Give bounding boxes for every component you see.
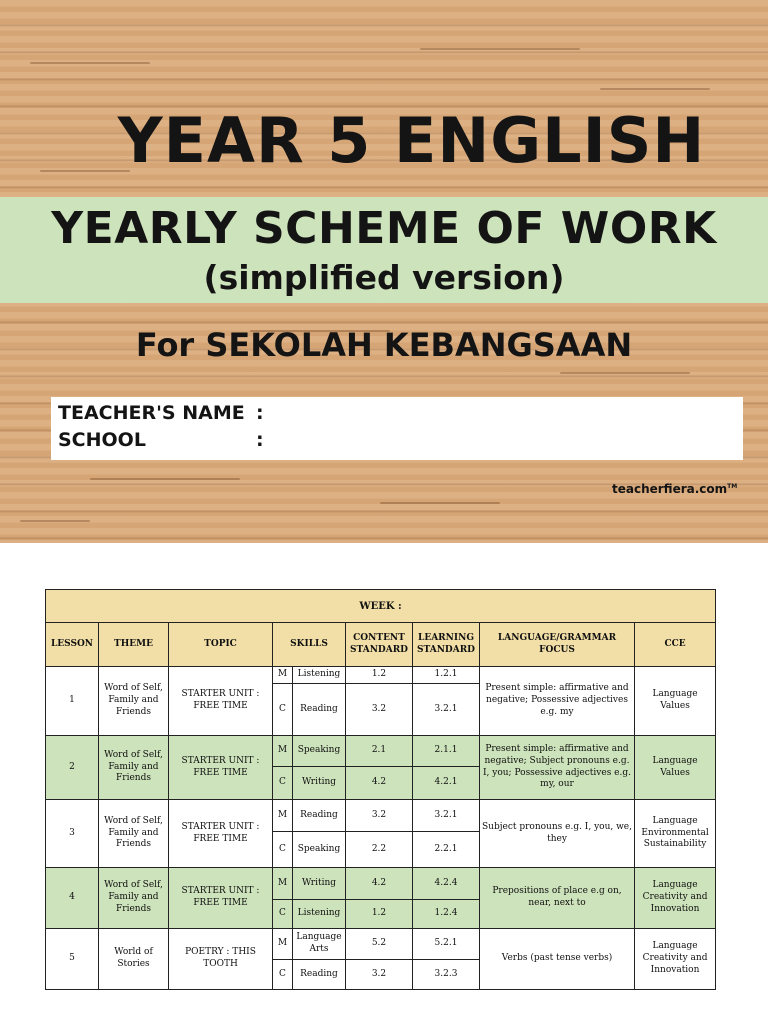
skill-mode: C: [273, 900, 293, 929]
lesson-topic: POETRY : THIS TOOTH: [169, 929, 273, 990]
learning-standard: 2.1.1: [413, 736, 480, 767]
lesson-topic: STARTER UNIT : FREE TIME: [169, 868, 273, 929]
lesson-theme: Word of Self, Family and Friends: [99, 868, 169, 929]
brand-trademark: TM: [727, 483, 738, 490]
lesson-theme: Word of Self, Family and Friends: [99, 800, 169, 868]
skill-mode: C: [273, 767, 293, 800]
lesson-topic: STARTER UNIT : FREE TIME: [169, 667, 273, 736]
header-theme: THEME: [99, 623, 169, 667]
table-row: [46, 736, 716, 767]
skill-name: Writing: [293, 868, 346, 900]
content-standard: 2.1: [346, 736, 413, 767]
cce-value: Language Creativity and Innovation: [635, 868, 716, 929]
learning-standard: 1.2.1: [413, 667, 480, 684]
skill-mode: C: [273, 832, 293, 868]
skill-name: Listening: [293, 900, 346, 929]
learning-standard: 4.2.1: [413, 767, 480, 800]
skill-name: Speaking: [293, 736, 346, 767]
school-label: SCHOOL: [58, 429, 146, 451]
lesson-number: 3: [46, 800, 99, 868]
content-standard: 1.2: [346, 667, 413, 684]
lesson-number: 5: [46, 929, 99, 990]
learning-standard: 1.2.4: [413, 900, 480, 929]
learning-standard: 3.2.1: [413, 684, 480, 736]
week-row: [46, 590, 716, 623]
skill-mode: M: [273, 667, 293, 684]
grammar-focus: Present simple: affirmative and negative; Possessive adjectives e.g. my: [480, 667, 635, 736]
skill-name: Speaking: [293, 832, 346, 868]
lesson-body: [46, 667, 716, 990]
cover-version: (simplified version): [203, 258, 565, 297]
lesson-theme: Word of Self, Family and Friends: [99, 736, 169, 800]
lesson-topic: STARTER UNIT : FREE TIME: [169, 736, 273, 800]
table-row: [46, 800, 716, 832]
cce-value: Language Values: [635, 667, 716, 736]
content-standard: 4.2: [346, 868, 413, 900]
skill-mode: M: [273, 868, 293, 900]
skill-name: Reading: [293, 960, 346, 990]
scheme-table: [45, 589, 716, 990]
skill-mode: M: [273, 736, 293, 767]
grammar-focus: Present simple: affirmative and negative; Subject pronouns e.g. I, you; Possessive adjectives e.g. my, our: [480, 736, 635, 800]
grammar-focus: Subject pronouns e.g. I, you, we, they: [480, 800, 635, 868]
skill-mode: C: [273, 960, 293, 990]
teacher-name-row: [58, 402, 264, 424]
cce-value: Language Values: [635, 736, 716, 800]
header-learning-standard: LEARNING STANDARD: [413, 623, 480, 667]
table-row: [46, 868, 716, 900]
learning-standard: 4.2.4: [413, 868, 480, 900]
content-standard: 3.2: [346, 684, 413, 736]
skill-name: Writing: [293, 767, 346, 800]
teacher-name-label: TEACHER'S NAME: [58, 402, 245, 424]
skill-mode: M: [273, 800, 293, 832]
lesson-number: 1: [46, 667, 99, 736]
lesson-number: 2: [46, 736, 99, 800]
content-standard: 2.2: [346, 832, 413, 868]
header-grammar-focus: LANGUAGE/GRAMMAR FOCUS: [480, 623, 635, 667]
school-colon: :: [256, 429, 264, 451]
skill-name: Reading: [293, 800, 346, 832]
content-standard: 4.2: [346, 767, 413, 800]
lesson-number: 4: [46, 868, 99, 929]
week-label: WEEK :: [46, 590, 716, 623]
brand-mark: [612, 482, 737, 496]
teacher-name-colon: :: [256, 402, 264, 424]
grammar-focus: Verbs (past tense verbs): [480, 929, 635, 990]
learning-standard: 5.2.1: [413, 929, 480, 960]
content-standard: 3.2: [346, 960, 413, 990]
cce-value: Language Creativity and Innovation: [635, 929, 716, 990]
lesson-theme: Word of Self, Family and Friends: [99, 667, 169, 736]
cover-title: YEAR 5 ENGLISH: [117, 104, 706, 177]
header-content-standard: CONTENT STANDARD: [346, 623, 413, 667]
header-row: [46, 623, 716, 667]
skill-name: Language Arts: [293, 929, 346, 960]
brand-text: teacherfiera.com: [612, 482, 728, 496]
skill-mode: C: [273, 684, 293, 736]
learning-standard: 3.2.3: [413, 960, 480, 990]
cover-school-type: For SEKOLAH KEBANGSAAN: [135, 326, 633, 364]
header-skills: SKILLS: [273, 623, 346, 667]
content-standard: 3.2: [346, 800, 413, 832]
skill-name: Reading: [293, 684, 346, 736]
school-row: [58, 429, 264, 451]
cover-subtitle: YEARLY SCHEME OF WORK: [51, 203, 717, 254]
content-standard: 1.2: [346, 900, 413, 929]
content-standard: 5.2: [346, 929, 413, 960]
skill-name: Listening: [293, 667, 346, 684]
header-topic: TOPIC: [169, 623, 273, 667]
teacher-info-box: [51, 397, 743, 460]
cce-value: Language Environmental Sustainability: [635, 800, 716, 868]
lesson-theme: World of Stories: [99, 929, 169, 990]
skill-mode: M: [273, 929, 293, 960]
table-row: [46, 929, 716, 960]
grammar-focus: Prepositions of place e.g on, near, next to: [480, 868, 635, 929]
table-row: [46, 667, 716, 684]
header-cce: CCE: [635, 623, 716, 667]
header-lesson: LESSON: [46, 623, 99, 667]
learning-standard: 3.2.1: [413, 800, 480, 832]
lesson-topic: STARTER UNIT : FREE TIME: [169, 800, 273, 868]
learning-standard: 2.2.1: [413, 832, 480, 868]
